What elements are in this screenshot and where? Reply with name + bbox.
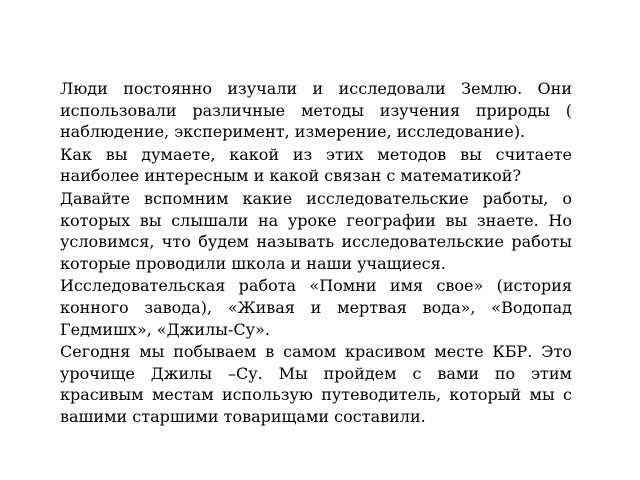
- paragraph-research-list: Исследовательская работа «Помни имя свое» (история конного завода), «Живая и мертвая вода», «Водопад Гедмишх», «Джилы-Су».: [60, 276, 572, 339]
- document-page: [60, 78, 572, 480]
- paragraph-research-works: Давайте вспомним какие исследовательские работы, о которых вы слышали на уроке географии вы знаете. Но условимся, что будем называть исследовательские работы которые проводили школа и наши учащиеся.: [60, 188, 572, 273]
- paragraph-question: Как вы думаете, какой из этих методов вы считаете наиболее интересным и какой связан с математикой?: [60, 144, 572, 186]
- paragraph-methods: Люди постоянно изучали и исследовали Землю. Они использовали различные методы изучения природы ( наблюдение, эксперимент, измерение, исследование).: [60, 79, 572, 142]
- paragraph-today: Сегодня мы побываем в самом красивом месте КБР. Это урочище Джилы –Су. Мы пройдем с вами по этим красивым местам использую путеводитель, который мы с вашими старшими товарищами составили.: [60, 342, 572, 426]
